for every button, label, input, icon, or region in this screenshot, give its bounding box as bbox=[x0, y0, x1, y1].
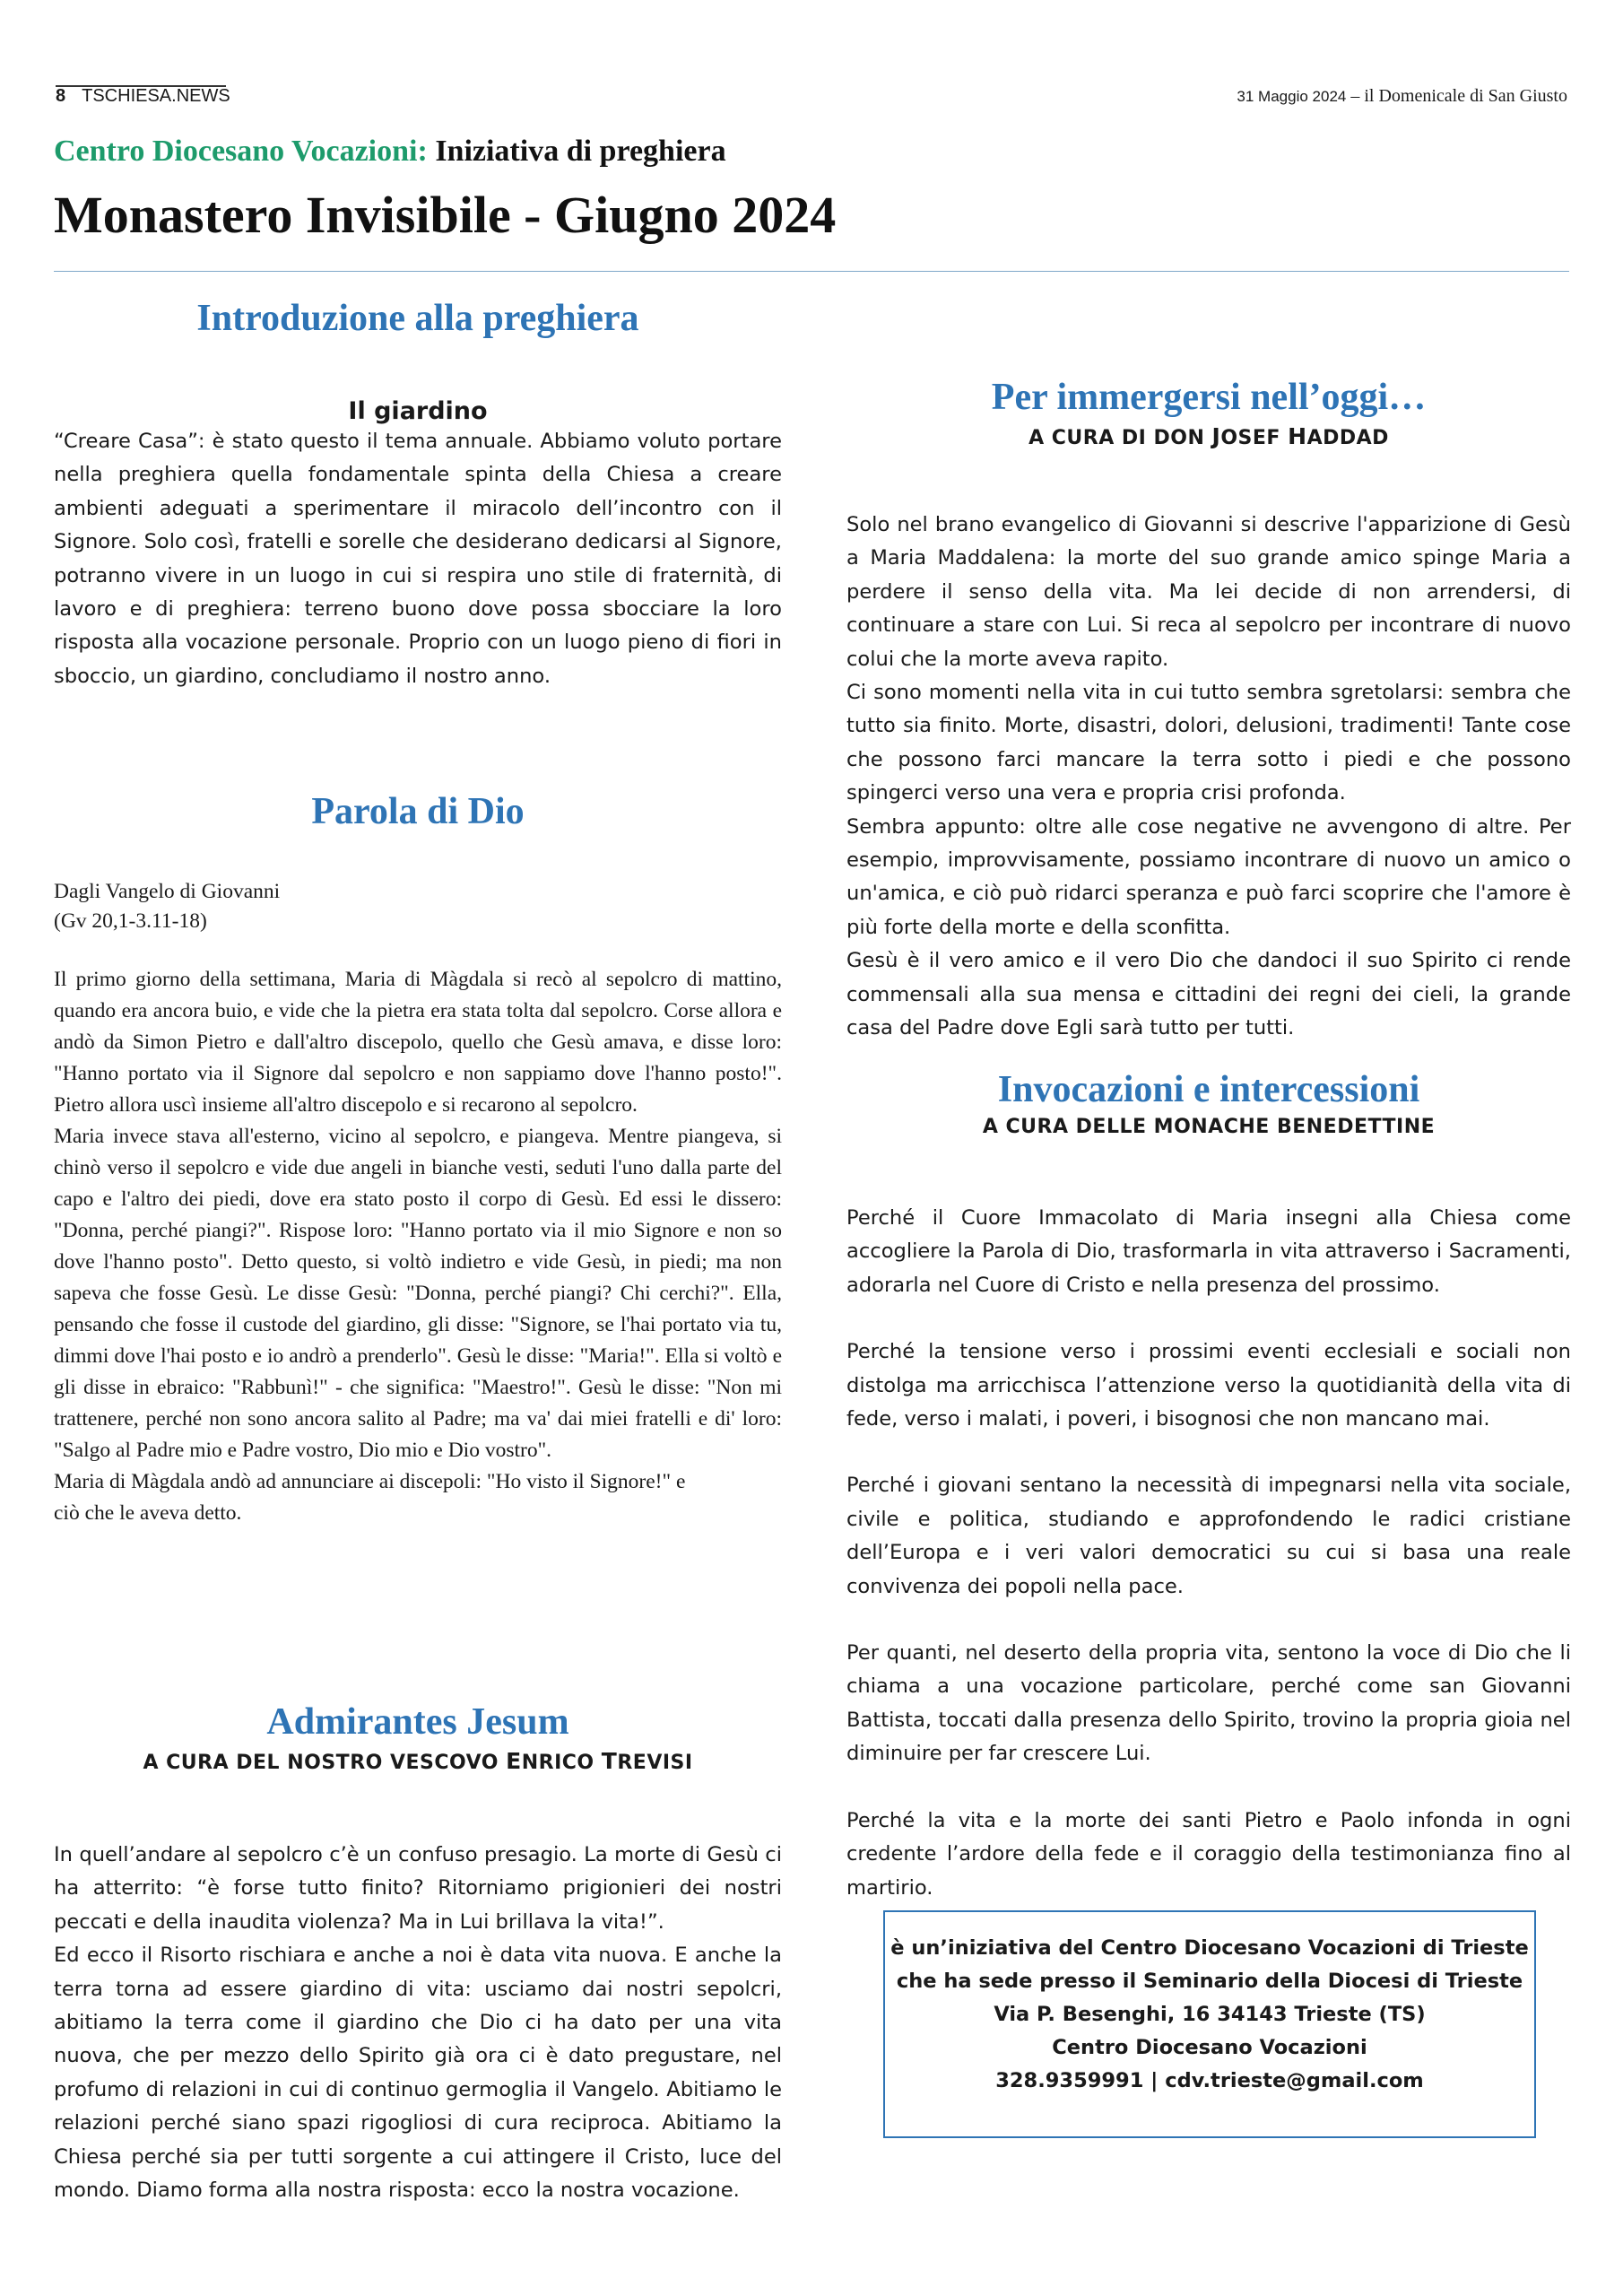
intercession-item: Perché il Cuore Immacolato di Maria insegni alla Chiesa come accogliere la Parola di Dio, trasformarla in vita attraverso i Sacramenti, adorarla nel Cuore di Cristo e nella presenza del prossimo. bbox=[846, 1206, 1571, 1297]
intro-body bbox=[54, 397, 782, 693]
issue-date: 31 Maggio 2024 bbox=[1237, 88, 1347, 105]
invocazioni-heading: Invocazioni e intercessioni bbox=[997, 1069, 1420, 1110]
credit-initial: T bbox=[601, 1748, 618, 1775]
credit-surname: REVISI bbox=[617, 1752, 693, 1775]
immergersi-heading: Per immergersi nell’oggi… bbox=[991, 377, 1427, 418]
title-rule bbox=[54, 271, 1569, 272]
gospel-paragraph-1: Il primo giorno della settimana, Maria di Màgdala si recò al sepolcro di mattino, quando era ancora buio, e vide che la pietra era stata tolta dal sepolcro. Corse allora e andò da Simon Pietro e dall'altro discepolo, quello che Gesù amava, e disse loro: "Hanno portato via il Signore dal sepolcro e non sappiamo dove l'hanno posto!". Pietro allora uscì insieme all'altro discepolo e si recarono al sepolcro. bbox=[54, 968, 782, 1117]
credit-name: OSEF bbox=[1220, 427, 1289, 450]
contact-line-2: che ha sede presso il Seminario della Diocesi di Trieste bbox=[896, 1970, 1523, 1993]
admirantes-section bbox=[54, 1700, 782, 1774]
gospel-source-line2: (Gv 20,1-3.11-18) bbox=[54, 909, 207, 933]
kicker-org: Centro Diocesano Vocazioni: bbox=[54, 135, 428, 168]
admirantes-heading: Admirantes Jesum bbox=[266, 1701, 569, 1743]
header-left bbox=[56, 86, 230, 107]
parola-heading: Parola di Dio bbox=[311, 791, 525, 832]
gospel-paragraph-3 bbox=[54, 1466, 782, 1529]
kicker bbox=[54, 135, 726, 169]
intercession-item: Perché la vita e la morte dei santi Pietro e Paolo infonda in ogni credente l’ardore della fede e il coraggio della testimonianza fino al martirio. bbox=[846, 1808, 1571, 1900]
immergersi-body bbox=[846, 509, 1571, 1046]
kicker-topic: Iniziativa di preghiera bbox=[435, 135, 726, 168]
contact-box bbox=[883, 1910, 1536, 2138]
invocazioni-list bbox=[846, 1202, 1571, 1905]
header-right bbox=[1237, 86, 1567, 107]
credit-prefix: A CURA DI DON bbox=[1028, 427, 1212, 450]
immergersi-paragraph-1: Solo nel brano evangelico di Giovanni si descrive l'apparizione di Gesù a Maria Maddalena: la morte del suo grande amico spinge Maria a perdere il senso della vita. Ma lei decide di non arrendersi, di continuare a stare con Lui. Si reca al sepolcro per incontrare di nuovo colui che la morte aveva rapito. bbox=[846, 513, 1571, 671]
site-name: TSCHIESA.NEWS bbox=[82, 86, 230, 106]
admirantes-body bbox=[54, 1839, 782, 2207]
intro-subheading: Il giardino bbox=[348, 397, 488, 425]
contact-address: Via P. Besenghi, 16 34143 Trieste (TS) bbox=[994, 2003, 1426, 2026]
immergersi-section bbox=[846, 375, 1571, 449]
gospel-source bbox=[54, 877, 782, 936]
header-dash: – bbox=[1346, 86, 1365, 106]
contact-line-1: è un’iniziativa del Centro Diocesano Vocazioni di Trieste bbox=[890, 1936, 1529, 1960]
credit-prefix: A CURA DEL NOSTRO VESCOVO bbox=[143, 1752, 507, 1775]
contact-org: Centro Diocesano Vocazioni bbox=[1052, 2036, 1367, 2059]
parola-body bbox=[54, 877, 782, 936]
publication-name: il Domenicale di San Giusto bbox=[1364, 86, 1567, 106]
credit-surname: ADDAD bbox=[1306, 427, 1389, 450]
intercession-item: Perché i giovani sentano la necessità di impegnarsi nella vita sociale, civile e politica, studiando e approfondendo le radici cristiane dell’Europa e i veri valori democratici su cui si basa una reale convivenza dei popoli nella pace. bbox=[846, 1474, 1571, 1598]
gospel-paragraph-2: Maria invece stava all'esterno, vicino al sepolcro, e piangeva. Mentre piangeva, si chinò verso il sepolcro e vide due angeli in bianche vesti, seduti l'uno dalla parte del capo e l'altro dei piedi, dove era stato posto il corpo di Gesù. Ed essi le dissero: "Donna, perché piangi?". Rispose loro: "Hanno portato via il mio Signore e non so dove l'hanno posto". Detto questo, si voltò indietro e vide Gesù, in piedi; ma non sapeva che fosse Gesù. Le disse Gesù: "Donna, perché piangi? Chi cerchi?". Ella, pensando che fosse il custode del giardino, gli disse: "Signore, se l'hai portato via tu, dimmi dove l'hai posto e io andrò a prenderlo". Gesù le disse: "Maria!". Ella si voltò e gli disse in ebraico: "Rabbunì!" - che significa: "Maestro!". Gesù le disse: "Non mi trattenere, perché non sono ancora salito al Padre; ma va' dai miei fratelli e di' loro: "Salgo al Padre mio e Padre vostro, Dio mio e Dio vostro". bbox=[54, 1125, 782, 1462]
intro-section bbox=[54, 296, 782, 341]
intro-heading: Introduzione alla preghiera bbox=[196, 298, 639, 339]
immergersi-paragraph-2: Ci sono momenti nella vita in cui tutto sembra sgretolarsi: sembra che tutto sia finito. Morte, disastri, dolori, delusioni, tradimenti! Tante cose che possono farci mancare la terra sotto i piedi e che possono spingerci verso una vera e propria crisi profonda. bbox=[846, 681, 1571, 805]
credit-name: NRICO bbox=[521, 1752, 602, 1775]
intercession-item: Perché la tensione verso i prossimi eventi ecclesiali e sociali non distolga ma arricchisca l’attenzione verso la quotidianità della vita di fede, verso i malati, i poveri, i bisognosi che non mancano mai. bbox=[846, 1340, 1571, 1431]
parola-section bbox=[54, 789, 782, 834]
admirantes-paragraph-2: Ed ecco il Risorto rischiara e anche a noi è data vita nuova. E anche la terra torna ad essere giardino di vita: usciamo dai nostri sepolcri, abitiamo la terra come il giardino che Dio ci ha dato per una vita nuova, che per mezzo dello Spirito già ora ci è dato pregustare, nel profumo di relazioni in cui di continuo germoglia il Vangelo. Abitiamo le relazioni perché siano spazi rigogliosi di cura reciproca. Abitiamo la Chiesa perché sia per tutti sorgente a cui attingere il Cristo, luce del mondo. Diamo forma alla nostra risposta: ecco la nostra vocazione. bbox=[54, 1944, 782, 2203]
immergersi-paragraph-3: Sembra appunto: oltre alle cose negative ne avvengono di altre. Per esempio, improvvisamente, possiamo incontrare di nuovo un amico o un'amica, e ciò può ridarci speranza e può farci scoprire che l'amore è più forte della morte e della sconfitta. bbox=[846, 814, 1571, 939]
credit-initial: H bbox=[1288, 423, 1307, 450]
page-number: 8 bbox=[56, 86, 66, 106]
contact-box-text bbox=[885, 1932, 1534, 2098]
page-title: Monastero Invisibile - Giugno 2024 bbox=[54, 186, 837, 244]
immergersi-paragraph-4: Gesù è il vero amico e il vero Dio che dandoci il suo Spirito ci rende commensali alla sua mensa e cittadini dei regni dei cieli, la grande casa del Padre dove Egli sarà tutto per tutti. bbox=[846, 949, 1571, 1040]
immergersi-credit bbox=[846, 423, 1571, 449]
invocazioni-section bbox=[846, 1067, 1571, 1138]
gospel-p3-line1: Maria di Màgdala andò ad annunciare ai discepoli: "Ho visto il Signore!" e bbox=[54, 1470, 686, 1493]
intro-text: “Creare Casa”: è stato questo il tema annuale. Abbiamo voluto portare nella preghiera quella fondamentale spinta della Chiesa a creare ambienti adeguati a sperimentare il miracolo dell’incontro con il Signore. Solo così, fratelli e sorelle che desiderano dedicarsi al Signore, potranno vivere in un luogo in cui si respira uno stile di fraternità, di lavoro e di preghiera: terreno buono dove possa sbocciare la loro risposta alla vocazione personale. Proprio con un luogo pieno di fiori in sboccio, un giardino, concludiamo il nostro anno. bbox=[54, 430, 782, 688]
credit-initial: E bbox=[506, 1748, 522, 1775]
contact-phone-email: 328.9359991 | cdv.trieste@gmail.com bbox=[995, 2069, 1424, 2092]
gospel-p3-line2: ciò che le aveva detto. bbox=[54, 1501, 242, 1525]
page-header bbox=[56, 86, 1567, 111]
credit-initial: J bbox=[1211, 423, 1221, 450]
intercession-item: Per quanti, nel deserto della propria vita, sentono la voce di Dio che li chiama a una vocazione particolare, perché come san Giovanni Battista, toccati dalla presenza dello Spirito, trovino la propria gioia nel diminuire per far crescere Lui. bbox=[846, 1641, 1571, 1766]
admirantes-credit bbox=[54, 1748, 782, 1774]
admirantes-paragraph-1: In quell’andare al sepolcro c’è un confuso presagio. La morte di Gesù ci ha atterrito: “è forse tutto finito? Ritorniamo prigionieri dei nostri peccati e della inaudita violenza? Ma in Lui brillava la vita!”. bbox=[54, 1843, 782, 1934]
gospel-text bbox=[54, 964, 782, 1529]
gospel-source-line1: Dagli Vangelo di Giovanni bbox=[54, 880, 281, 903]
invocazioni-credit: A CURA DELLE MONACHE BENEDETTINE bbox=[982, 1116, 1436, 1139]
